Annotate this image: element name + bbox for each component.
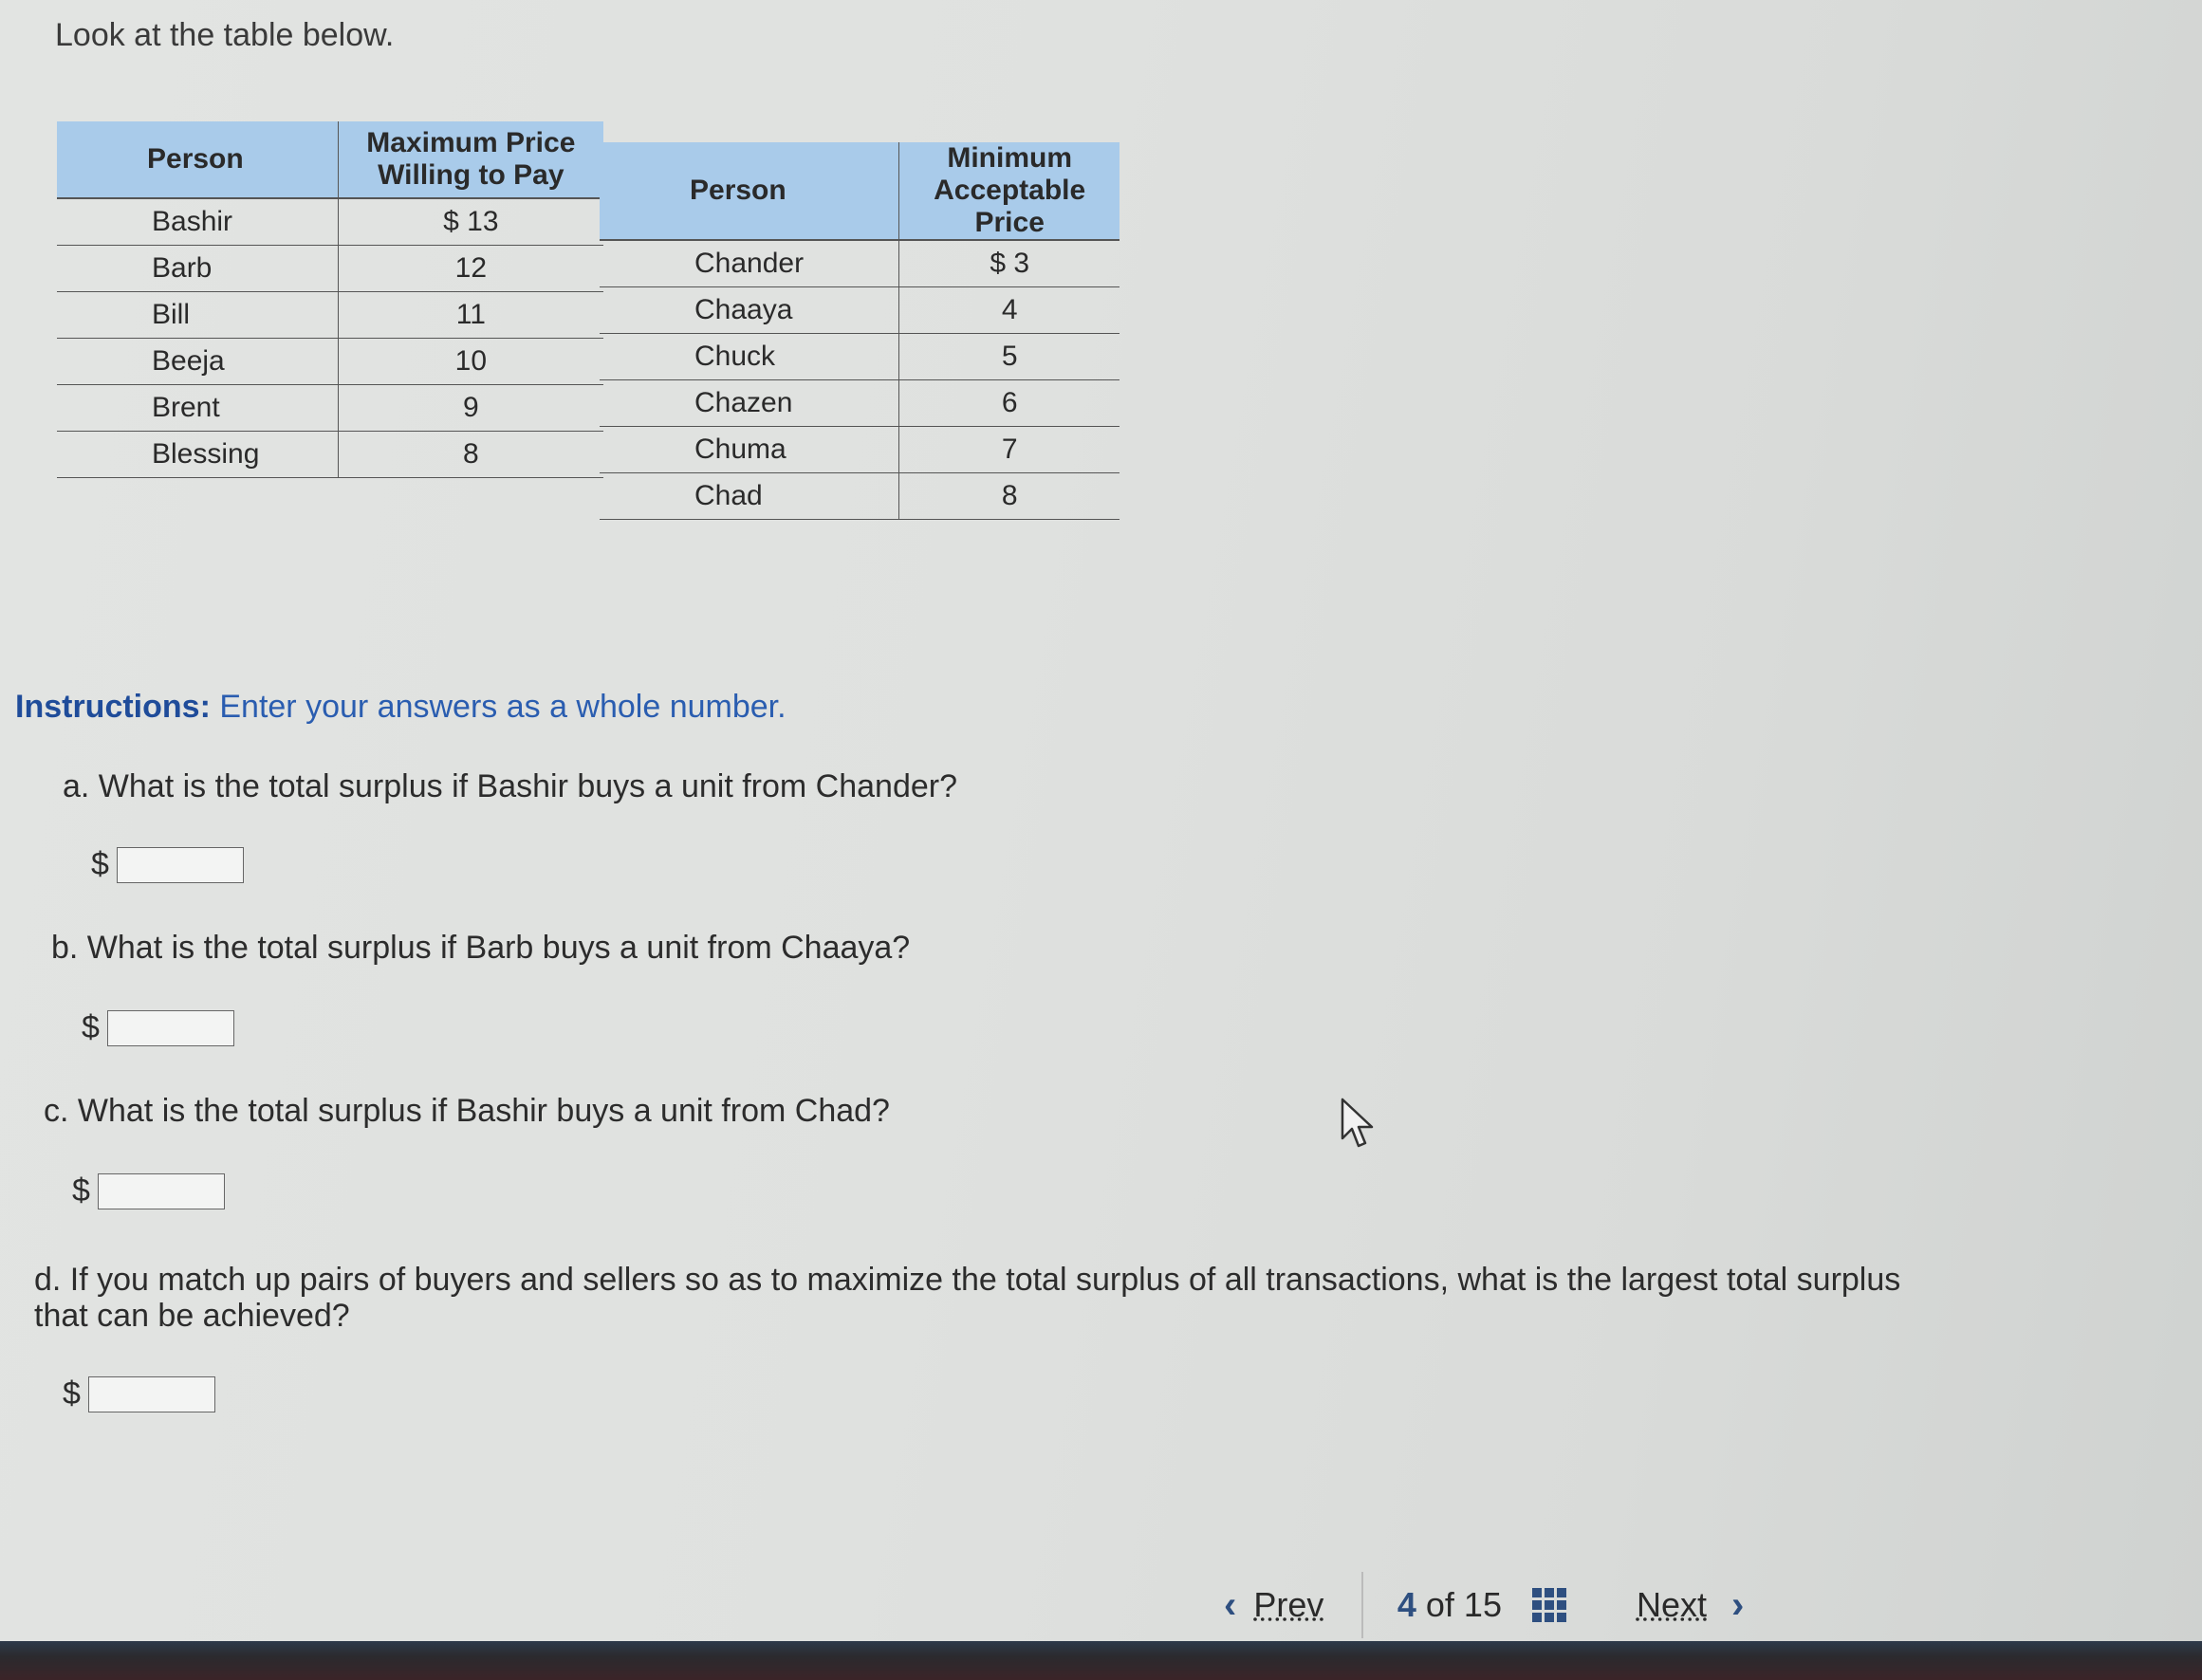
currency-symbol: $	[63, 1375, 81, 1412]
seller-price: 4	[899, 287, 1120, 334]
answer-b-input[interactable]	[107, 1010, 234, 1046]
instructions-label: Instructions:	[15, 689, 211, 725]
instructions-text: Enter your answers as a whole number.	[219, 689, 786, 725]
seller-name: Chazen	[600, 380, 899, 427]
next-label: Next	[1636, 1585, 1707, 1624]
sellers-table	[600, 142, 1120, 520]
answer-a-input[interactable]	[117, 847, 244, 883]
buyer-price: $ 13	[338, 198, 603, 246]
question-b: b. What is the total surplus if Barb buys a unit from Chaaya?	[51, 930, 911, 966]
answer-c	[72, 1172, 225, 1209]
buyer-name: Barb	[57, 246, 338, 292]
answer-a	[91, 846, 244, 883]
answer-d	[63, 1375, 215, 1412]
buyer-price: 10	[338, 339, 603, 385]
grid-icon[interactable]	[1532, 1588, 1566, 1622]
table-row	[57, 385, 603, 432]
question-a: a. What is the total surplus if Bashir buys a unit from Chander?	[63, 768, 958, 804]
chevron-right-icon: ›	[1731, 1583, 1745, 1626]
buyer-price: 8	[338, 432, 603, 478]
table-row	[600, 287, 1120, 334]
seller-price: 5	[899, 334, 1120, 380]
mouse-pointer-icon	[1340, 1097, 1378, 1150]
table-row	[57, 198, 603, 246]
seller-price: $ 3	[899, 240, 1120, 287]
question-d: d. If you match up pairs of buyers and sellers so as to maximize the total surplus of all transactions, what is the largest total surplus that can be achieved?	[34, 1262, 1901, 1334]
table-row	[600, 334, 1120, 380]
answer-c-input[interactable]	[98, 1173, 225, 1209]
buyer-name: Blessing	[57, 432, 338, 478]
table-header-row	[600, 142, 1120, 240]
table-header-row	[57, 121, 603, 198]
table-row	[57, 292, 603, 339]
table-row	[57, 432, 603, 478]
buyer-name: Bashir	[57, 198, 338, 246]
total-pages: 15	[1463, 1585, 1502, 1624]
buyer-price: 11	[338, 292, 603, 339]
seller-name: Chuma	[600, 427, 899, 473]
table-row	[600, 427, 1120, 473]
of-label: of	[1425, 1585, 1454, 1624]
header-min-price: Minimum Acceptable Price	[899, 142, 1120, 240]
seller-name: Chander	[600, 240, 899, 287]
seller-name: Chad	[600, 473, 899, 520]
pagination-nav	[1224, 1577, 1744, 1634]
current-page: 4	[1397, 1585, 1416, 1624]
answer-d-input[interactable]	[88, 1376, 215, 1412]
seller-name: Chuck	[600, 334, 899, 380]
page-counter	[1397, 1585, 1502, 1625]
seller-price: 8	[899, 473, 1120, 520]
header-person: Person	[600, 142, 899, 240]
chevron-left-icon: ‹	[1224, 1583, 1237, 1626]
buyer-price: 9	[338, 385, 603, 432]
buyer-name: Beeja	[57, 339, 338, 385]
prev-button[interactable]	[1224, 1584, 1323, 1627]
next-button[interactable]	[1637, 1584, 1744, 1627]
question-c: c. What is the total surplus if Bashir buys a unit from Chad?	[44, 1093, 890, 1129]
table-row	[57, 339, 603, 385]
buyer-name: Bill	[57, 292, 338, 339]
buyer-name: Brent	[57, 385, 338, 432]
currency-symbol: $	[82, 1009, 100, 1045]
intro-text: Look at the table below.	[55, 17, 395, 53]
answer-b	[82, 1009, 234, 1046]
footer-bar	[0, 1641, 2202, 1680]
seller-price: 6	[899, 380, 1120, 427]
buyer-price: 12	[338, 246, 603, 292]
currency-symbol: $	[91, 846, 109, 882]
table-row	[57, 246, 603, 292]
table-row	[600, 380, 1120, 427]
prev-label: Prev	[1253, 1585, 1324, 1624]
buyers-table	[57, 121, 603, 478]
seller-name: Chaaya	[600, 287, 899, 334]
instructions	[15, 689, 786, 726]
header-person: Person	[57, 121, 338, 198]
table-row	[600, 240, 1120, 287]
header-max-price: Maximum Price Willing to Pay	[338, 121, 603, 198]
seller-price: 7	[899, 427, 1120, 473]
table-row	[600, 473, 1120, 520]
nav-divider	[1361, 1572, 1363, 1638]
currency-symbol: $	[72, 1172, 90, 1209]
